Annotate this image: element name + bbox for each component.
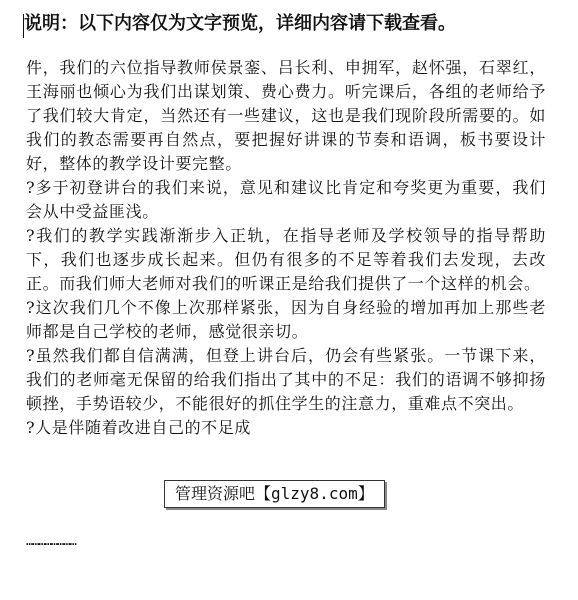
watermark-domain: glzy8.com — [271, 484, 358, 503]
paragraph: ?虽然我们都自信满满，但登上讲台后，仍会有些紧张。一节课下来，我们的老师毫无保留的给我们指出了其中的不足：我们的语调不够抑扬顿挫，手势语较少，不能很好的抓住学生的注意力，重难点不突出。 — [26, 346, 546, 413]
watermark-prefix: 管理资源吧【 — [175, 484, 272, 503]
paragraph: 件，我们的六位指导教师侯景銮、吕长利、申拥军，赵怀强，石翠红，王海丽也倾心为我们出谋划策、费心费力。听完课后，各组的老师给予了我们较大肯定，当然还有一些建议，这也是我们现阶段所需要的。如我们的教态需要再自然点，要把握好讲课的节奏和语调，板书要设计好，整体的教学设计要完整。 — [26, 58, 546, 173]
ellipsis-line: …………………… — [26, 534, 76, 548]
paragraph: ?我们的教学实践渐渐步入正轨，在指导老师及学校领导的指导帮助下，我们也逐步成长起来。但仍有很多的不足等着我们去发现，去改正。而我们师大老师对我们的听课正是给我们提供了一个这样的机会。 — [26, 226, 546, 293]
paragraph: ?这次我们几个不像上次那样紧张，因为自身经验的增加再加上那些老师都是自己学校的老师，感觉很亲切。 — [26, 298, 546, 341]
watermark-label — [164, 480, 385, 508]
watermark-suffix: 】 — [357, 484, 374, 503]
paragraph: ?人是伴随着改进自己的不足成 — [26, 418, 251, 437]
document-body — [26, 56, 546, 440]
preview-notice: 说明：以下内容仅为文字预览，详细内容请下载查看。 — [24, 13, 456, 34]
paragraph: ?多于初登讲台的我们来说，意见和建议比肯定和夸奖更为重要，我们会从中受益匪浅。 — [26, 178, 546, 221]
